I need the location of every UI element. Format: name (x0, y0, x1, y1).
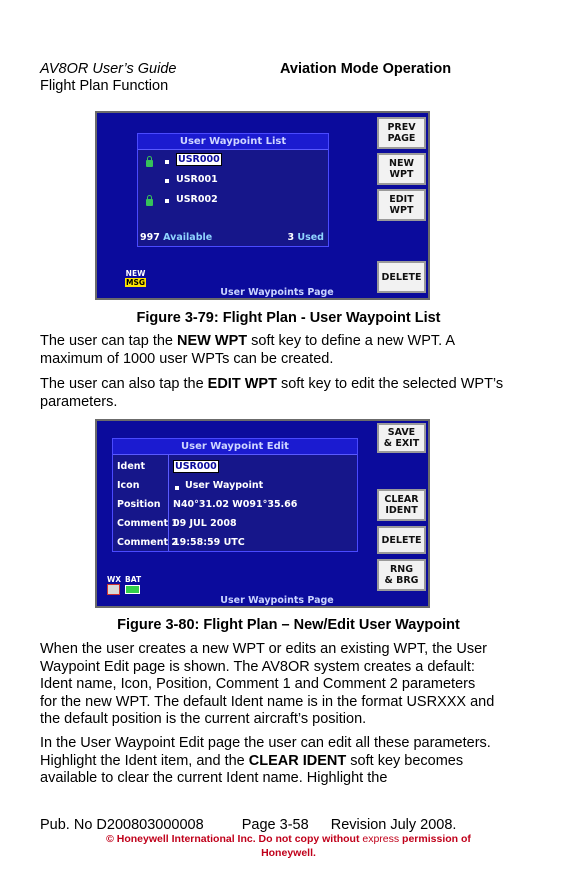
new-wpt-softkey[interactable]: NEW WPT (377, 153, 426, 185)
document-header-left (40, 61, 176, 95)
page-label: User Waypoints Page (192, 594, 362, 608)
paragraph: The user can also tap the EDIT WPT soft key to edit the selected WPT’s parameters. (40, 376, 504, 410)
paragraph: The user can tap the NEW WPT soft key to define a new WPT. A maximum of 1000 user WPTs can be created. (40, 333, 455, 367)
row-label: Comment 1 (117, 518, 178, 529)
row-label: Ident (117, 461, 146, 472)
lock-icon (146, 199, 153, 206)
wx-label: WX (107, 575, 122, 584)
bullet-icon (165, 199, 169, 203)
ident-value[interactable]: USR000 (175, 461, 217, 472)
bat-label: BAT (125, 575, 142, 584)
rng-brg-softkey[interactable]: RNG & BRG (377, 559, 426, 591)
row-label: Icon (117, 480, 140, 491)
figure-caption: Figure 3-79: Flight Plan - User Waypoint List (136, 310, 441, 326)
paragraph: In the User Waypoint Edit page the user can edit all these parameters. Highlight the Ident item, and the CLEAR IDENT soft key becomes available to clear the current Ident name. Highlight the (40, 735, 491, 786)
paragraph: When the user creates a new WPT or edits an existing WPT, the User Waypoint Edit page is shown. The AV8OR system creates a default: Ident name, Icon, Position, Comment 1 and Comment 2 parameters for the new WPT. The default Ident name is in the format USRXXX and the default position is the current aircraft’s position. (40, 641, 495, 727)
bullet-icon (165, 179, 169, 183)
bat-indicator (125, 575, 141, 594)
panel-title: User Waypoint Edit (113, 439, 357, 455)
copyright-notice: © Honeywell International Inc. Do not copy without express permission of Honeywell. (106, 833, 471, 859)
guide-title: AV8OR User’s Guide (40, 61, 177, 77)
delete-softkey[interactable]: DELETE (377, 261, 426, 293)
new-msg-indicator[interactable] (125, 269, 146, 287)
page-footer (40, 817, 456, 833)
available-count: 997 Available (140, 232, 213, 243)
row-label: Position (117, 499, 161, 510)
msg-label: MSG (126, 278, 146, 287)
wx-icon (107, 584, 120, 595)
waypoint-item[interactable]: USR002 (176, 194, 218, 205)
position-value[interactable]: N40°31.02 W091°35.66 (173, 499, 298, 510)
subsection-title: Flight Plan Function (40, 78, 169, 94)
page-number: Page 3-58 (241, 817, 309, 833)
used-count: 3 Used (287, 232, 324, 243)
wx-indicator (107, 575, 121, 595)
panel-title: User Waypoint List (138, 134, 328, 150)
user-waypoint-edit-screen (95, 419, 430, 608)
bullet-icon (165, 160, 169, 164)
waypoint-edit-panel (112, 438, 358, 552)
waypoint-list-panel (137, 133, 329, 247)
clear-ident-softkey[interactable]: CLEAR IDENT (377, 489, 426, 521)
waypoint-item[interactable]: USR000 (178, 154, 220, 165)
waypoint-item[interactable]: USR001 (176, 174, 218, 185)
bullet-icon (175, 486, 179, 490)
lock-icon (146, 160, 153, 167)
figure-caption: Figure 3-80: Flight Plan – New/Edit User Waypoint (117, 617, 460, 633)
prev-page-softkey[interactable]: PREV PAGE (377, 117, 426, 149)
edit-wpt-softkey[interactable]: EDIT WPT (377, 189, 426, 221)
delete-softkey[interactable]: DELETE (377, 526, 426, 554)
new-label: NEW (125, 269, 146, 278)
save-exit-softkey[interactable]: SAVE & EXIT (377, 423, 426, 453)
icon-value[interactable]: User Waypoint (185, 480, 264, 491)
row-label: Comment 2 (117, 537, 178, 548)
user-waypoint-list-screen (95, 111, 430, 300)
comment1-value[interactable]: 09 JUL 2008 (173, 518, 237, 529)
pub-number: Pub. No D200803000008 (40, 817, 204, 833)
revision: Revision July 2008. (330, 817, 457, 833)
battery-icon (125, 585, 140, 594)
section-title: Aviation Mode Operation (280, 61, 452, 77)
page-label: User Waypoints Page (192, 286, 362, 300)
comment2-value[interactable]: 19:58:59 UTC (173, 537, 245, 548)
